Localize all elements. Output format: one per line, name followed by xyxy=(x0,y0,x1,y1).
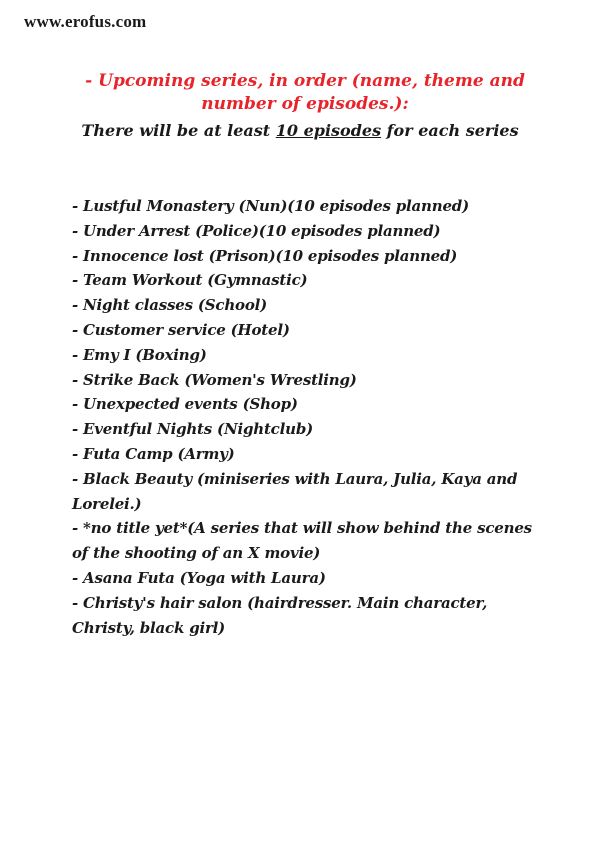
episodes-note-underlined: 10 episodes xyxy=(275,121,382,140)
series-item: - Strike Back (Women's Wrestling) xyxy=(72,370,357,389)
series-item: - Night classes (School) xyxy=(72,296,268,315)
upcoming-series-heading: - Upcoming series, in order (name, theme and number of episodes.): xyxy=(85,71,525,114)
series-item: - Innocence lost (Prison)(10 episodes planned) xyxy=(72,246,458,265)
series-item: - Black Beauty (miniseries with Laura, Julia, Kaya and Lorelei.) xyxy=(72,469,518,513)
series-item: - Team Workout (Gymnastic) xyxy=(72,271,308,290)
episodes-note-suffix: for each series xyxy=(381,121,519,140)
series-item: - Eventful Nights (Nightclub) xyxy=(72,420,314,439)
series-item: - Customer service (Hotel) xyxy=(72,320,290,339)
series-item: - *no title yet*(A series that will show behind the scenes of the shooting of an X movie) xyxy=(72,519,532,563)
series-item: - Unexpected events (Shop) xyxy=(72,395,298,414)
series-item: - Futa Camp (Army) xyxy=(72,444,235,463)
series-item: - Lustful Monastery (Nun)(10 episodes planned) xyxy=(72,197,469,215)
series-item: - Asana Futa (Yoga with Laura) xyxy=(72,568,326,587)
site-watermark: www.erofus.com xyxy=(24,12,147,31)
episodes-note xyxy=(60,120,540,142)
episodes-note-prefix: There will be at least xyxy=(81,121,276,140)
series-item: - Christy's hair salon (hairdresser. Main character, Christy, black girl) xyxy=(72,593,488,637)
series-item: - Emy I (Boxing) xyxy=(72,345,207,364)
series-item: - Under Arrest (Police)(10 episodes planned) xyxy=(72,221,441,240)
series-list xyxy=(72,194,532,640)
